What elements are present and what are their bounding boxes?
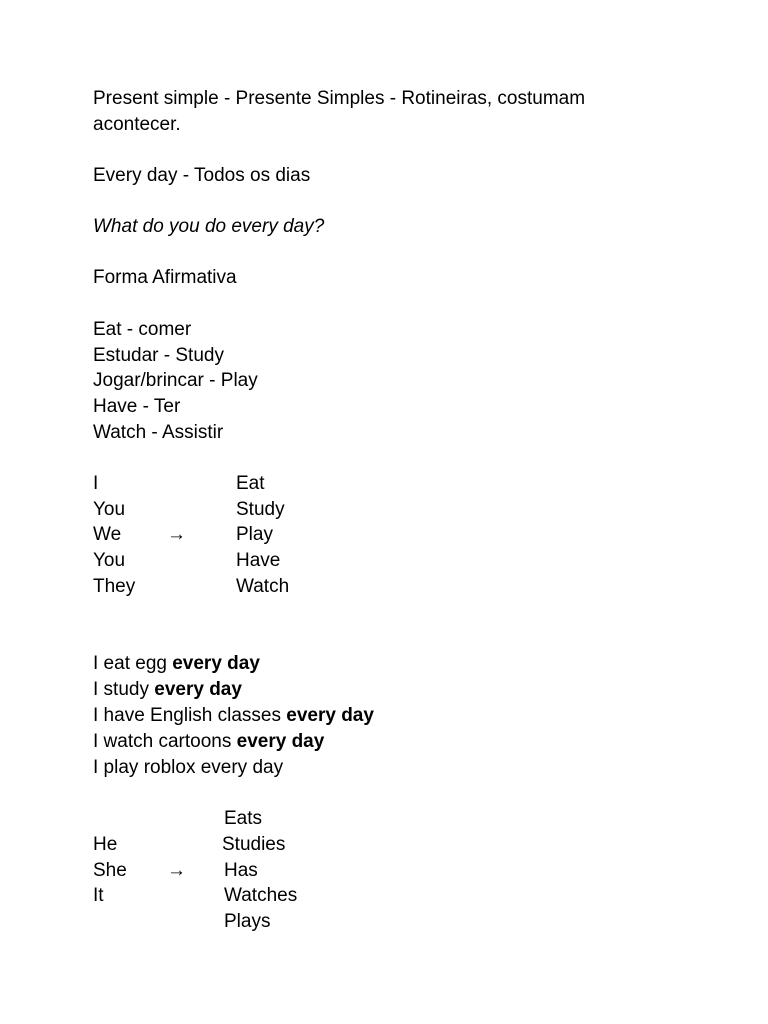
pronoun: They — [93, 576, 136, 597]
verb: Study — [236, 499, 285, 520]
pronoun: She — [93, 860, 127, 881]
verb: Watch — [236, 576, 290, 597]
verb: Studies — [222, 834, 286, 855]
pronoun: I — [93, 473, 99, 494]
verb: Has — [224, 860, 258, 881]
verb: Have — [236, 550, 281, 571]
section-heading: Forma Afirmativa — [93, 267, 237, 288]
vocab-item: Estudar - Study — [93, 345, 224, 366]
pronoun: He — [93, 834, 118, 855]
vocab-item: Jogar/brincar - Play — [93, 370, 258, 391]
example-sentence: I eat egg every day — [93, 653, 260, 674]
verb: Play — [236, 524, 273, 545]
pronoun: We — [93, 524, 122, 545]
example-sentence: I have English classes every day — [93, 705, 374, 726]
example-sentence: I study every day — [93, 679, 242, 700]
every-day-line: Every day - Todos os dias — [93, 165, 311, 186]
pronoun: You — [93, 499, 126, 520]
verb: Eat — [236, 473, 265, 494]
pronoun: It — [93, 885, 104, 906]
example-sentence: I watch cartoons every day — [93, 731, 325, 752]
vocab-item: Have - Ter — [93, 396, 181, 417]
example-sentence: I play roblox every day — [93, 757, 284, 778]
verb: Eats — [224, 808, 263, 829]
arrow-icon: → — [167, 860, 186, 881]
arrow-icon: → — [167, 524, 186, 545]
vocab-item: Watch - Assistir — [93, 422, 224, 443]
title-line-1: Present simple - Presente Simples - Rotineiras, costumam — [93, 88, 586, 109]
pronoun: You — [93, 550, 126, 571]
title-line-2: acontecer. — [93, 114, 181, 135]
verb: Plays — [224, 911, 271, 932]
verb: Watches — [224, 885, 298, 906]
vocab-item: Eat - comer — [93, 319, 192, 340]
question-line: What do you do every day? — [93, 216, 325, 237]
